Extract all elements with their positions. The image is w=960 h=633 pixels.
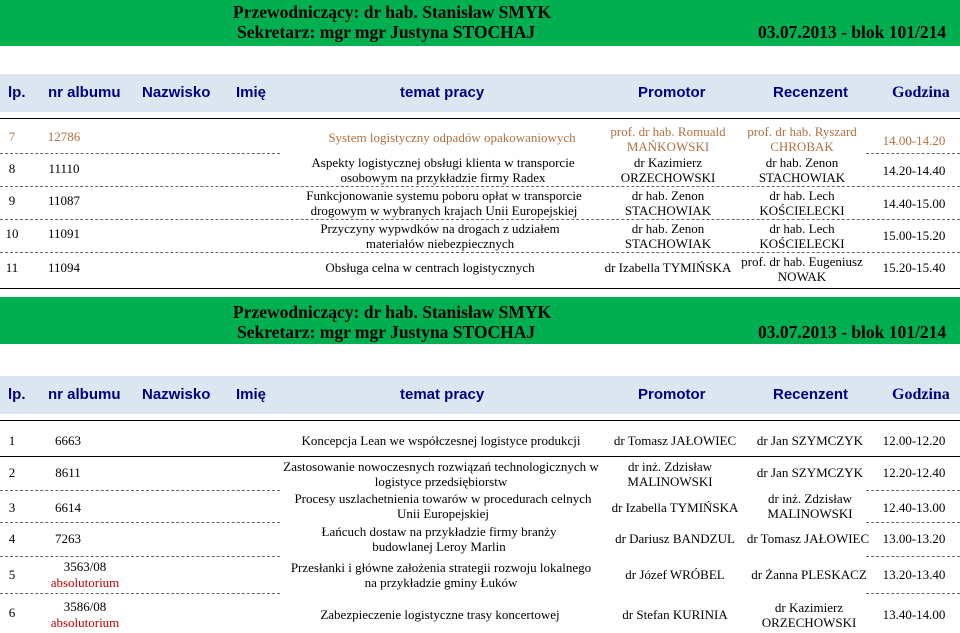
row-promotor: dr Stefan KURINIA (622, 607, 728, 622)
row-album: 8611 (55, 465, 81, 480)
row-promotor: dr Kazimierz ORZECHOWSKI (620, 155, 716, 185)
row-promotor: dr Izabella TYMIŃSKA (604, 260, 732, 275)
row-topic: Zastosowanie nowoczesnych rozwiązań technologicznych w logistyce przedsiębiorstw (283, 459, 599, 489)
row-reviewer: dr Jan SZYMCZYK (756, 465, 864, 480)
row-album-note: absolutorium (50, 614, 120, 630)
row-promotor: dr Józef WRÓBEL (625, 567, 725, 582)
divider (0, 118, 960, 119)
col-surname: Nazwisko (142, 386, 211, 403)
row-topic: Funkcjonowanie systemu poboru opłat w transporcie drogowym w wybranych krajach Unii Europejskiej (306, 187, 582, 218)
row-topic: Aspekty logistycznej obsługi klienta w transporcie osobowym na przykładzie firmy Radex (311, 155, 575, 185)
row-lp: 2 (8, 465, 16, 480)
col-album: nr albumu (48, 386, 121, 403)
row-promotor: dr hab. Zenon STACHOWIAK (624, 187, 712, 218)
row-reviewer: dr hab. Zenon STACHOWIAK (758, 155, 846, 185)
divider (0, 522, 280, 523)
col-time: Godzina (892, 84, 950, 101)
row-lp: 7 (8, 129, 16, 144)
divider (0, 593, 280, 594)
row-album: 3586/08 (63, 598, 107, 614)
row-lp: 3 (8, 500, 16, 515)
row-promotor: prof. dr hab. Romuald MAŃKOWSKI (610, 124, 726, 154)
col-time: Godzina (892, 386, 950, 403)
row-album: 6614 (55, 500, 81, 515)
row-reviewer: dr hab. Lech KOŚCIELECKI (759, 220, 845, 251)
col-lp: lp. (8, 84, 26, 101)
row-topic: System logistyczny odpadów opakowaniowych (328, 129, 576, 145)
secretary-label: Sekretarz: mgr mgr Justyna STOCHAJ (237, 22, 536, 42)
row-topic: Procesy uszlachetnienia towarów w procedurach celnych Unii Europejskiej (294, 491, 592, 521)
divider (866, 153, 960, 154)
row-album: 11091 (47, 226, 81, 241)
row-promotor: dr Izabella TYMIŃSKA (611, 500, 739, 515)
row-album: 12786 (47, 129, 81, 144)
row-reviewer: prof. dr hab. Ryszard CHROBAK (747, 124, 857, 154)
row-promotor: dr Tomasz JAŁOWIEC (613, 433, 737, 448)
divider (866, 556, 960, 557)
row-topic: Łańcuch dostaw na przykładzie firmy branży budowlanej Leroy Marlin (321, 523, 557, 554)
row-lp: 11 (5, 260, 19, 275)
row-reviewer: dr hab. Lech KOŚCIELECKI (759, 187, 845, 218)
col-reviewer: Recenzent (773, 84, 849, 101)
row-topic: Obsługa celna w centrach logistycznych (325, 260, 535, 275)
secretary-label: Sekretarz: mgr mgr Justyna STOCHAJ (237, 322, 536, 342)
row-time: 13.20-13.40 (882, 567, 946, 582)
row-album: 11110 (48, 161, 80, 176)
divider (0, 153, 280, 154)
col-promotor: Promotor (638, 386, 706, 403)
divider (866, 522, 960, 523)
row-time: 13.00-13.20 (882, 531, 946, 546)
row-time: 12.20-12.40 (882, 465, 946, 480)
row-lp: 9 (8, 193, 16, 208)
row-time: 15.20-15.40 (882, 260, 946, 275)
row-reviewer: prof. dr hab. Eugeniusz NOWAK (741, 253, 863, 284)
date-block-label: 03.07.2013 - blok 101/214 (758, 322, 947, 342)
row-lp: 6 (8, 605, 16, 620)
row-lp: 4 (8, 531, 16, 546)
row-reviewer: dr Jan SZYMCZYK (756, 433, 864, 448)
row-time: 12.00-12.20 (882, 433, 946, 448)
col-reviewer: Recenzent (773, 386, 849, 403)
divider (0, 420, 960, 421)
row-album: 11094 (47, 260, 81, 275)
col-name: Imię (236, 84, 267, 101)
col-topic: temat pracy (400, 386, 485, 403)
row-topic: Przesłanki i główne założenia strategii rozwoju lokalnego na przykładzie gminy Łuków (290, 559, 592, 590)
date-block-label: 03.07.2013 - blok 101/214 (758, 22, 947, 42)
row-reviewer: dr Tomasz JAŁOWIEC (746, 531, 870, 546)
row-reviewer: dr Kazimierz ORZECHOWSKI (761, 599, 857, 630)
chair-label: Przewodniczący: dr hab. Stanisław SMYK (233, 302, 552, 322)
row-album-note: absolutorium (50, 574, 120, 590)
row-promotor: dr Dariusz BANDZUL (615, 531, 735, 546)
row-album: 6663 (55, 433, 81, 448)
row-album: 3563/08 (63, 558, 107, 574)
row-lp: 8 (8, 161, 16, 176)
row-lp: 10 (5, 226, 19, 241)
row-time: 15.00-15.20 (882, 228, 946, 243)
row-lp: 1 (8, 433, 16, 448)
row-topic: Koncepcja Lean we współczesnej logistyce produkcji (301, 433, 581, 448)
divider (0, 288, 960, 289)
row-time: 13.40-14.00 (882, 607, 946, 622)
col-promotor: Promotor (638, 84, 706, 101)
row-reviewer: dr inż. Zdzisław MALINOWSKI (767, 491, 853, 521)
divider (866, 490, 960, 491)
row-album: 11087 (47, 193, 81, 208)
divider (866, 593, 960, 594)
row-topic: Zabezpieczenie logistyczne trasy koncertowej (320, 607, 560, 622)
divider (0, 556, 280, 557)
row-promotor: dr hab. Zenon STACHOWIAK (624, 220, 712, 251)
divider (0, 490, 280, 491)
row-time: 14.00-14.20 (882, 133, 946, 148)
row-album: 7263 (55, 531, 81, 546)
col-album: nr albumu (48, 84, 121, 101)
row-topic: Przyczyny wypwdków na drogach z udziałem materiałów niebezpiecznych (320, 220, 560, 251)
row-time: 14.20-14.40 (882, 163, 946, 178)
col-surname: Nazwisko (142, 84, 211, 101)
chair-label: Przewodniczący: dr hab. Stanisław SMYK (233, 2, 552, 22)
row-lp: 5 (8, 567, 16, 582)
divider (0, 456, 960, 457)
col-name: Imię (236, 386, 267, 403)
row-time: 14.40-15.00 (882, 196, 946, 211)
row-promotor: dr inż. Zdzisław MALINOWSKI (627, 459, 713, 489)
col-lp: lp. (8, 386, 26, 403)
row-time: 12.40-13.00 (882, 500, 946, 515)
row-reviewer: dr Żanna PLESKACZ (751, 567, 867, 582)
col-topic: temat pracy (400, 84, 485, 101)
